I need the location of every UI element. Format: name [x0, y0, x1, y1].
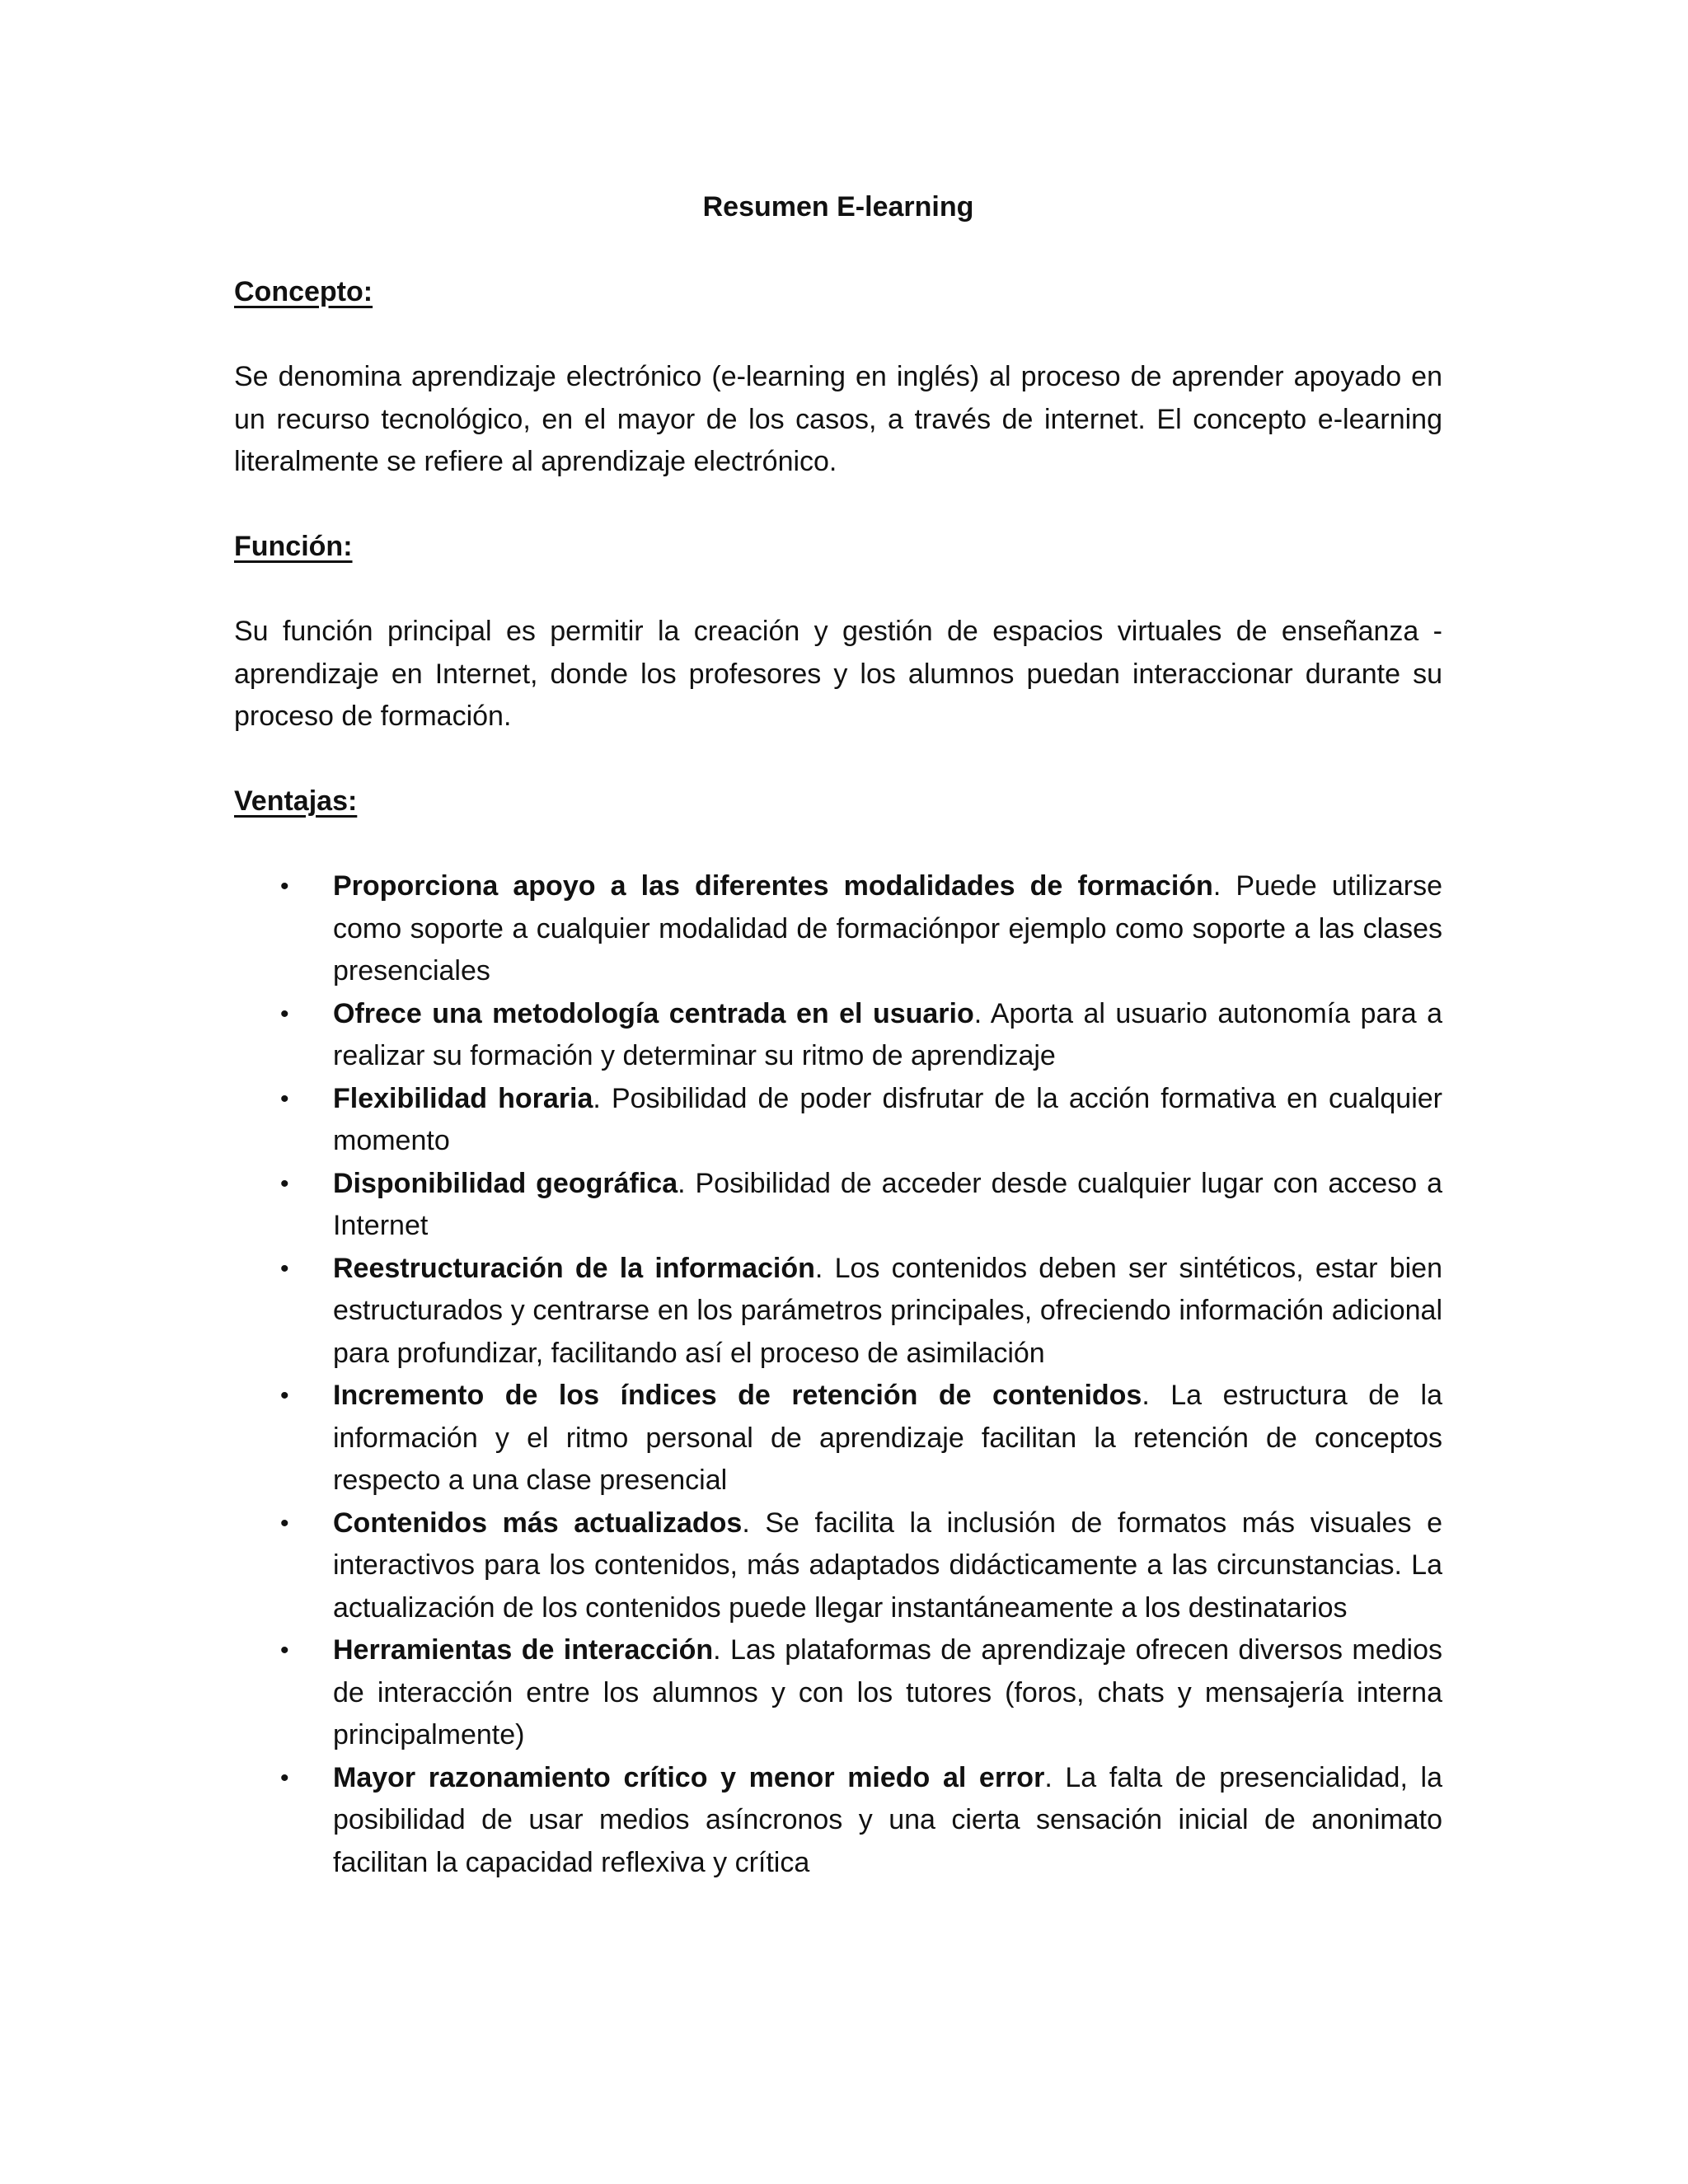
bullet-icon: • [280, 1382, 289, 1409]
list-item-text: . Aporta al usuario autonomía para a realizar su formación y determinar su ritmo de aprendizaje [333, 997, 1442, 1071]
list-item-title: Disponibilidad geográfica [333, 1167, 678, 1199]
list-item-text: . Se facilita la inclusión de formatos más visuales e interactivos para los contenidos, más adaptados didácticamente a las circunstancias. La actualización de los contenidos puede llegar instantáneamente a los destinatarios [333, 1507, 1442, 1624]
bullet-icon: • [280, 1509, 289, 1537]
heading-concepto: Concepto: [234, 276, 373, 307]
paragraph-concepto: Se denomina aprendizaje electrónico (e-learning en inglés) al proceso de aprender apoyado en un recurso tecnológico, en el mayor de los casos, a través de internet. El concepto e-learning literalmente se refiere al aprendizaje electrónico. [234, 361, 1442, 477]
bullet-icon: • [280, 1085, 289, 1113]
list-item-title: Proporciona apoyo a las diferentes modalidades de formación [333, 870, 1213, 902]
document-content [234, 186, 1442, 1884]
bullet-icon: • [280, 1169, 289, 1197]
list-item-title: Flexibilidad horaria [333, 1082, 593, 1114]
bullet-icon: • [280, 1254, 289, 1282]
list-item-title: Mayor razonamiento crítico y menor miedo al error [333, 1761, 1045, 1793]
bullet-icon: • [280, 1000, 289, 1028]
list-item [234, 1629, 1442, 1757]
list-item-text: . Posibilidad de acceder desde cualquier lugar con acceso a Internet [333, 1167, 1442, 1241]
bullet-icon: • [280, 873, 289, 900]
list-item [234, 1757, 1442, 1885]
list-item [234, 1502, 1442, 1630]
heading-funcion: Función: [234, 531, 353, 562]
list-item-title: Ofrece una metodología centrada en el usuario [333, 997, 974, 1029]
list-item [234, 865, 1442, 993]
list-item [234, 1078, 1442, 1163]
ventajas-list [234, 865, 1442, 1884]
heading-ventajas: Ventajas: [234, 785, 358, 817]
list-item-text: . La falta de presencialidad, la posibilidad de usar medios asíncronos y una cierta sensación inicial de anonimato facilitan la capacidad reflexiva y crítica [333, 1761, 1442, 1878]
list-item-title: Contenidos más actualizados [333, 1507, 743, 1539]
list-item [234, 993, 1442, 1078]
list-item-title: Reestructuración de la información [333, 1252, 815, 1284]
list-item-title: Incremento de los índices de retención de contenidos [333, 1380, 1142, 1411]
bullet-icon: • [280, 1764, 289, 1792]
list-item-text: . Los contenidos deben ser sintéticos, estar bien estructurados y centrarse en los parámetros principales, ofreciendo información adicional para profundizar, facilitando así el proceso de asimilación [333, 1252, 1442, 1369]
paragraph-funcion: Su función principal es permitir la creación y gestión de espacios virtuales de enseñanza - aprendizaje en Internet, donde los profesores y los alumnos puedan interaccionar durante su proceso de formación. [234, 616, 1442, 732]
list-item-text: . Las plataformas de aprendizaje ofrecen diversos medios de interacción entre los alumnos y con los tutores (foros, chats y mensajería interna principalmente) [333, 1634, 1442, 1750]
list-item [234, 1248, 1442, 1376]
list-item-text: . Puede utilizarse como soporte a cualquier modalidad de formaciónpor ejemplo como soporte a las clases presenciales [333, 870, 1442, 987]
list-item-title: Herramientas de interacción [333, 1634, 714, 1666]
bullet-icon: • [280, 1637, 289, 1664]
list-item [234, 1163, 1442, 1248]
list-item-text: . Posibilidad de poder disfrutar de la acción formativa en cualquier momento [333, 1082, 1443, 1156]
document-title: Resumen E-learning [702, 191, 974, 223]
list-item-text: . La estructura de la información y el ritmo personal de aprendizaje facilitan la retención de conceptos respecto a una clase presencial [333, 1380, 1442, 1496]
list-item [234, 1375, 1442, 1502]
